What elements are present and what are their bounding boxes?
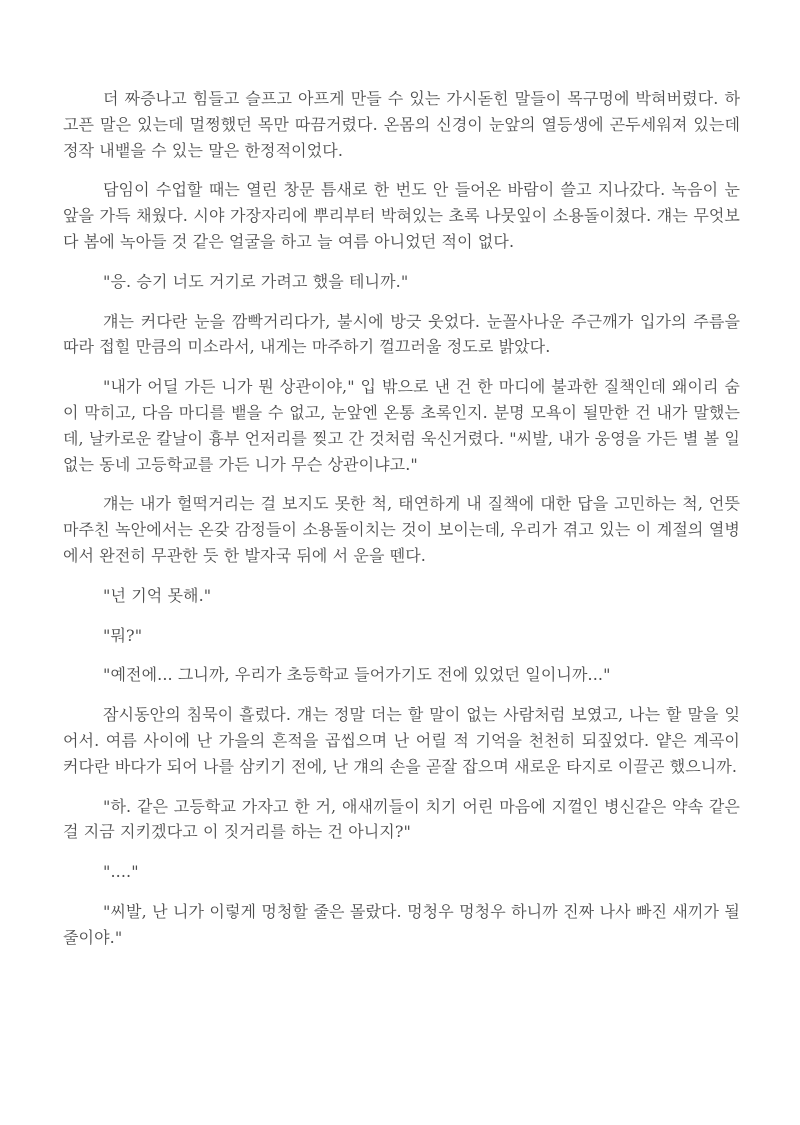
paragraph: 걔는 커다란 눈을 깜빡거리다가, 불시에 방긋 웃었다. 눈꼴사나운 주근깨가 입가의 주름을 따라 접힐 만큼의 미소라서, 내게는 마주하기 껄끄러울 정도로 밝았다. [63, 311, 740, 357]
paragraph: 걔는 내가 헐떡거리는 걸 보지도 못한 척, 태연하게 내 질책에 대한 답을 고민하는 척, 언뜻 마주친 녹안에서는 온갖 감정들이 소용돌이치는 것이 보이는데, 우리가 겪고 있는 이 계절의 열병에서 완전히 무관한 듯 한 발자국 뒤에 서 운을 뗀다. [63, 494, 740, 565]
paragraph: 더 짜증나고 힘들고 슬프고 아프게 만들 수 있는 가시돋힌 말들이 목구멍에 박혀버렸다. 하고픈 말은 있는데 멀쩡했던 목만 따끔거렸다. 온몸의 신경이 눈앞의 열등생에 곤두세워져 있는데 정작 내뱉을 수 있는 말은 한정적이었다. [63, 89, 740, 160]
paragraph: 담임이 수업할 때는 열린 창문 틈새로 한 번도 안 들어온 바람이 쓸고 지나갔다. 녹음이 눈앞을 가득 채웠다. 시야 가장자리에 뿌리부터 박혀있는 초록 나뭇잎이 소용돌이쳤다. 걔는 무엇보다 봄에 녹아들 것 같은 얼굴을 하고 늘 여름 아니었던 적이 없다. [63, 180, 740, 251]
paragraph: "뭐?" [103, 625, 143, 645]
paragraph: "하. 같은 고등학교 가자고 한 거, 애새끼들이 치기 어린 마음에 지껄인 병신같은 약속 같은 걸 지금 지키겠다고 이 짓거리를 하는 건 아니지?" [63, 796, 740, 842]
paragraph: "예전에... 그니까, 우리가 초등학교 들어가기도 전에 있었던 일이니까..." [103, 665, 611, 685]
paragraph: "내가 어딜 가든 니가 뭔 상관이야," 입 밖으로 낸 건 한 마디에 불과한 질책인데 왜이리 숨이 막히고, 다음 마디를 뱉을 수 없고, 눈앞엔 온통 초록인지. 분명 모욕이 될만한 건 내가 말했는데, 날카로운 칼날이 흉부 언저리를 찢고 간 것처럼 욱신거렸다. "씨발, 내가 웅영을 가든 별 볼 일 없는 동네 고등학교를 가든 니가 무슨 상관이냐고." [63, 377, 740, 474]
paragraph: "...." [103, 862, 139, 882]
paragraph: "응. 승기 너도 거기로 가려고 했을 테니까." [103, 271, 409, 291]
paragraph: "씨발, 난 니가 이렇게 멍청할 줄은 몰랐다. 멍청우 멍청우 하니까 진짜 나사 빠진 새끼가 될 줄이야." [63, 901, 740, 947]
page-content [63, 86, 740, 951]
paragraph: "넌 기억 못해." [103, 585, 212, 605]
paragraph: 잠시동안의 침묵이 흘렀다. 걔는 정말 더는 할 말이 없는 사람처럼 보였고, 나는 할 말을 잊어서. 여름 사이에 난 가을의 흔적을 곱씹으며 난 어릴 적 기억을 천천히 되짚었다. 얕은 계곡이 커다란 바다가 되어 나를 삼키기 전에, 난 걔의 손을 곧잘 잡으며 새로운 타지로 이끌곤 했으니까. [63, 705, 740, 776]
